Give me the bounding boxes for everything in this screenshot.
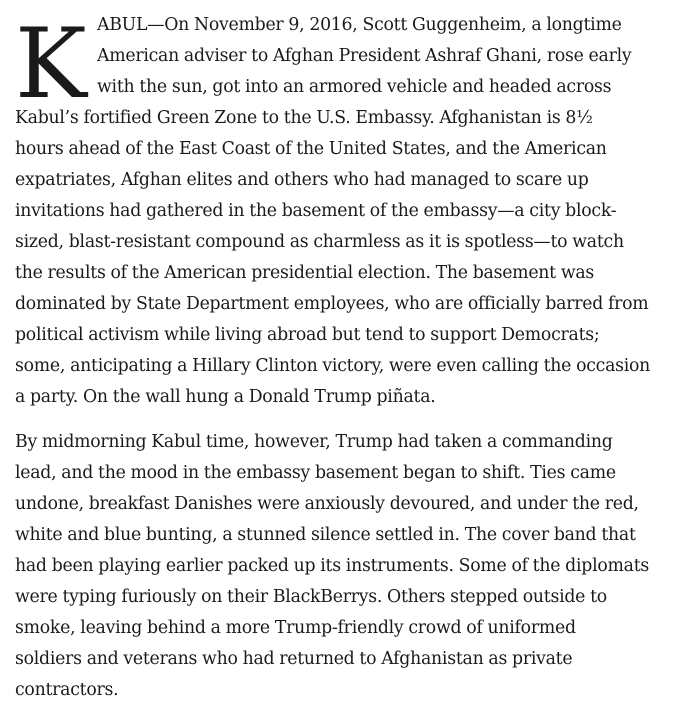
text-line: expatriates, Afghan elites and others who had managed to scare up bbox=[15, 170, 589, 190]
paragraph bbox=[15, 427, 675, 706]
drop-cap: K bbox=[15, 8, 87, 120]
text-line: contractors. bbox=[15, 680, 119, 700]
text-line: smoke, leaving behind a more Trump-friendly crowd of uniformed bbox=[15, 618, 576, 638]
text-line: Kabul’s fortified Green Zone to the U.S. Embassy. Afghanistan is 8½ bbox=[15, 108, 593, 128]
text-line: some, anticipating a Hillary Clinton victory, were even calling the occasion bbox=[15, 356, 651, 376]
text-line: white and blue bunting, a stunned silence settled in. The cover band that bbox=[15, 525, 636, 545]
text-line: a party. On the wall hung a Donald Trump piñata. bbox=[15, 387, 436, 407]
article-body bbox=[15, 10, 675, 706]
paragraph-spacer bbox=[15, 413, 675, 427]
text-line: ABUL—On November 9, 2016, Scott Guggenheim, a longtime bbox=[97, 15, 622, 35]
text-line: American adviser to Afghan President Ashraf Ghani, rose early bbox=[97, 46, 632, 66]
paragraph bbox=[15, 10, 675, 413]
text-line: invitations had gathered in the basement of the embassy—a city block- bbox=[15, 201, 617, 221]
text-line: lead, and the mood in the embassy basement began to shift. Ties came bbox=[15, 463, 616, 483]
text-line: with the sun, got into an armored vehicle and headed across bbox=[97, 77, 612, 97]
text-line: hours ahead of the East Coast of the United States, and the American bbox=[15, 139, 607, 159]
text-line: undone, breakfast Danishes were anxiously devoured, and under the red, bbox=[15, 494, 639, 514]
text-line: soldiers and veterans who had returned to Afghanistan as private bbox=[15, 649, 573, 669]
text-line: were typing furiously on their BlackBerrys. Others stepped outside to bbox=[15, 587, 607, 607]
text-line: the results of the American presidential election. The basement was bbox=[15, 263, 595, 283]
text-line: had been playing earlier packed up its instruments. Some of the diplomats bbox=[15, 556, 650, 576]
text-line: sized, blast-resistant compound as charmless as it is spotless—to watch bbox=[15, 232, 624, 252]
text-line: dominated by State Department employees, who are officially barred from bbox=[15, 294, 649, 314]
text-line: By midmorning Kabul time, however, Trump had taken a commanding bbox=[15, 432, 613, 452]
text-line: political activism while living abroad but tend to support Democrats; bbox=[15, 325, 600, 345]
